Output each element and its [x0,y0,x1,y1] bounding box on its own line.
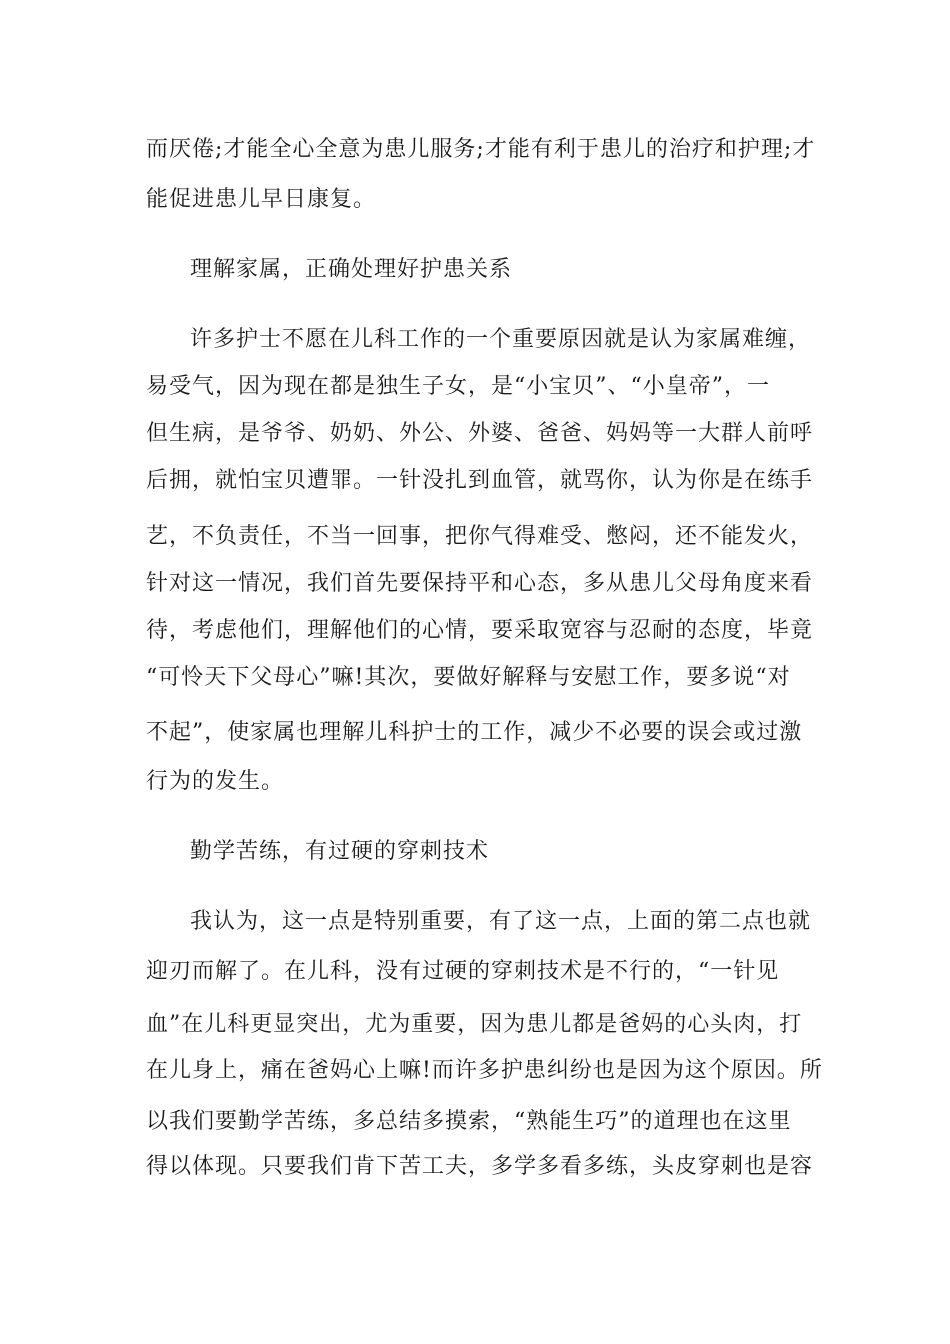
text-line: “可怜天下父母心”嘛!其次，要做好解释与安慰工作，要多说“对 [146,665,791,690]
text-line: 而厌倦;才能全心全意为患儿服务;才能有利于患儿的治疗和护理;才 [146,137,816,162]
text-line: 能促进患儿早日康复。 [146,187,377,212]
section-heading: 理解家属，正确处理好护患关系 [190,257,513,282]
text-line: 艺，不负责任，不当一回事，把你气得难受、憋闷，还不能发火， [146,524,814,549]
text-line: 待，考虑他们，理解他们的心情，要采取宽容与忍耐的态度，毕竟 [146,618,814,643]
text-line: 血”在儿科更显突出，尤为重要，因为患儿都是爸妈的心头肉，打 [146,1012,803,1037]
text-line: 针对这一情况，我们首先要保持平和心态，多从患儿父母角度来看 [146,571,814,596]
text-line: 后拥，就怕宝贝遭罪。一针没扎到血管，就骂你，认为你是在练手 [146,468,814,493]
text-line: 在儿身上，痛在爸妈心上嘛!而许多护患纠纷也是因为这个原因。所 [146,1058,823,1083]
text-line: 得以体现。只要我们肯下苦工夫，多学多看多练，头皮穿刺也是容 [146,1154,814,1179]
section-heading: 勤学苦练，有过硬的穿刺技术 [190,839,490,864]
text-line: 但生病，是爷爷、奶奶、外公、外婆、爸爸、妈妈等一大群人前呼 [146,421,814,446]
text-line: 迎刃而解了。在儿科，没有过硬的穿刺技术是不行的，“一针见 [146,959,780,984]
text-line: 我认为，这一点是特别重要，有了这一点，上面的第二点也就 [190,909,812,934]
text-line: 许多护士不愿在儿科工作的一个重要原因就是认为家属难缠， [190,327,812,352]
text-line: 行为的发生。 [146,769,285,794]
text-line: 不起”，使家属也理解儿科护士的工作，减少不必要的误会或过激 [146,720,803,745]
text-line: 易受气，因为现在都是独生子女，是“小宝贝”、“小皇帝”，一 [146,374,770,399]
text-line: 以我们要勤学苦练，多总结多摸索，“熟能生巧”的道理也在这里 [146,1109,792,1134]
